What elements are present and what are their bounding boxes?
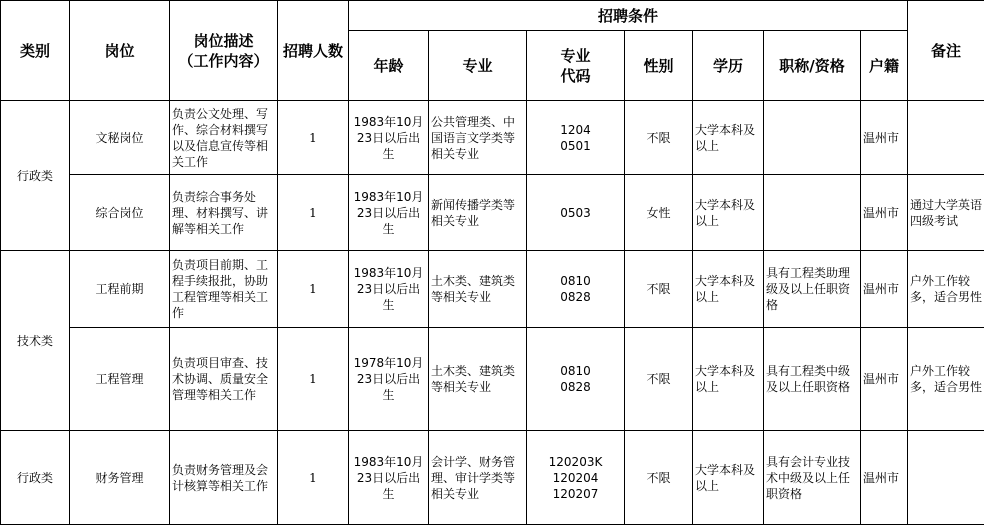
cell-major: 公共管理类、中国语言文学类等相关专业 <box>429 101 527 175</box>
table-row <box>1 431 984 525</box>
cell-description: 负责财务管理及会计核算等相关工作 <box>170 431 278 525</box>
header-category: 类别 <box>1 1 70 101</box>
cell-description: 负责项目审查、技术协调、质量安全管理等相关工作 <box>170 328 278 431</box>
cell-title: 具有工程类助理级及以上任职资格 <box>764 251 861 328</box>
cell-age: 1983年10月23日以后出生 <box>349 175 429 251</box>
cell-remarks: 户外工作较多，适合男性 <box>908 251 984 328</box>
cell-age: 1978年10月23日以后出生 <box>349 328 429 431</box>
table-row <box>1 101 984 175</box>
cell-count: 1 <box>278 431 349 525</box>
cell-remarks <box>908 431 984 525</box>
header-position: 岗位 <box>70 1 170 101</box>
header-count: 招聘人数 <box>278 1 349 101</box>
cell-gender: 不限 <box>625 328 693 431</box>
cell-count: 1 <box>278 101 349 175</box>
table-row <box>1 328 984 431</box>
cell-major: 土木类、建筑类等相关专业 <box>429 251 527 328</box>
header-major: 专业 <box>429 31 527 101</box>
header-education: 学历 <box>693 31 764 101</box>
cell-education: 大学本科及以上 <box>693 101 764 175</box>
cell-category: 行政类 <box>1 101 70 251</box>
cell-gender: 不限 <box>625 431 693 525</box>
cell-position: 工程管理 <box>70 328 170 431</box>
cell-position: 文秘岗位 <box>70 101 170 175</box>
header-description: 岗位描述 （工作内容） <box>170 1 278 101</box>
cell-education: 大学本科及以上 <box>693 175 764 251</box>
cell-hukou: 温州市 <box>861 328 908 431</box>
cell-remarks <box>908 101 984 175</box>
cell-age: 1983年10月23日以后出生 <box>349 251 429 328</box>
cell-position: 财务管理 <box>70 431 170 525</box>
cell-education: 大学本科及以上 <box>693 251 764 328</box>
cell-hukou: 温州市 <box>861 175 908 251</box>
header-age: 年龄 <box>349 31 429 101</box>
cell-major-code: 0810 0828 <box>527 251 625 328</box>
header-title: 职称/资格 <box>764 31 861 101</box>
cell-education: 大学本科及以上 <box>693 431 764 525</box>
cell-hukou: 温州市 <box>861 101 908 175</box>
header-remarks: 备注 <box>908 1 984 101</box>
cell-major-code: 0503 <box>527 175 625 251</box>
cell-count: 1 <box>278 328 349 431</box>
cell-title: 具有会计专业技术中级及以上任职资格 <box>764 431 861 525</box>
cell-gender: 不限 <box>625 251 693 328</box>
cell-remarks: 通过大学英语四级考试 <box>908 175 984 251</box>
table-row <box>1 251 984 328</box>
cell-major: 会计学、财务管理、审计学类等相关专业 <box>429 431 527 525</box>
cell-category: 行政类 <box>1 431 70 525</box>
cell-education: 大学本科及以上 <box>693 328 764 431</box>
cell-description: 负责项目前期、工程手续报批，协助工程管理等相关工作 <box>170 251 278 328</box>
cell-hukou: 温州市 <box>861 251 908 328</box>
cell-gender: 不限 <box>625 101 693 175</box>
header-gender: 性别 <box>625 31 693 101</box>
header-hukou: 户籍 <box>861 31 908 101</box>
cell-description: 负责公文处理、写作、综合材料撰写以及信息宣传等相关工作 <box>170 101 278 175</box>
table-row <box>1 175 984 251</box>
cell-major-code: 120203K 120204 120207 <box>527 431 625 525</box>
cell-description: 负责综合事务处理、材料撰写、讲解等相关工作 <box>170 175 278 251</box>
cell-position: 综合岗位 <box>70 175 170 251</box>
cell-title <box>764 101 861 175</box>
cell-remarks: 户外工作较多，适合男性 <box>908 328 984 431</box>
cell-title <box>764 175 861 251</box>
cell-age: 1983年10月23日以后出生 <box>349 431 429 525</box>
cell-count: 1 <box>278 175 349 251</box>
header-conditions: 招聘条件 <box>349 1 908 31</box>
cell-title: 具有工程类中级及以上任职资格 <box>764 328 861 431</box>
cell-category: 技术类 <box>1 251 70 431</box>
cell-age: 1983年10月23日以后出生 <box>349 101 429 175</box>
header-major-code: 专业 代码 <box>527 31 625 101</box>
cell-major-code: 1204 0501 <box>527 101 625 175</box>
cell-position: 工程前期 <box>70 251 170 328</box>
cell-hukou: 温州市 <box>861 431 908 525</box>
cell-gender: 女性 <box>625 175 693 251</box>
cell-major: 土木类、建筑类等相关专业 <box>429 328 527 431</box>
cell-count: 1 <box>278 251 349 328</box>
cell-major: 新闻传播学类等相关专业 <box>429 175 527 251</box>
cell-major-code: 0810 0828 <box>527 328 625 431</box>
